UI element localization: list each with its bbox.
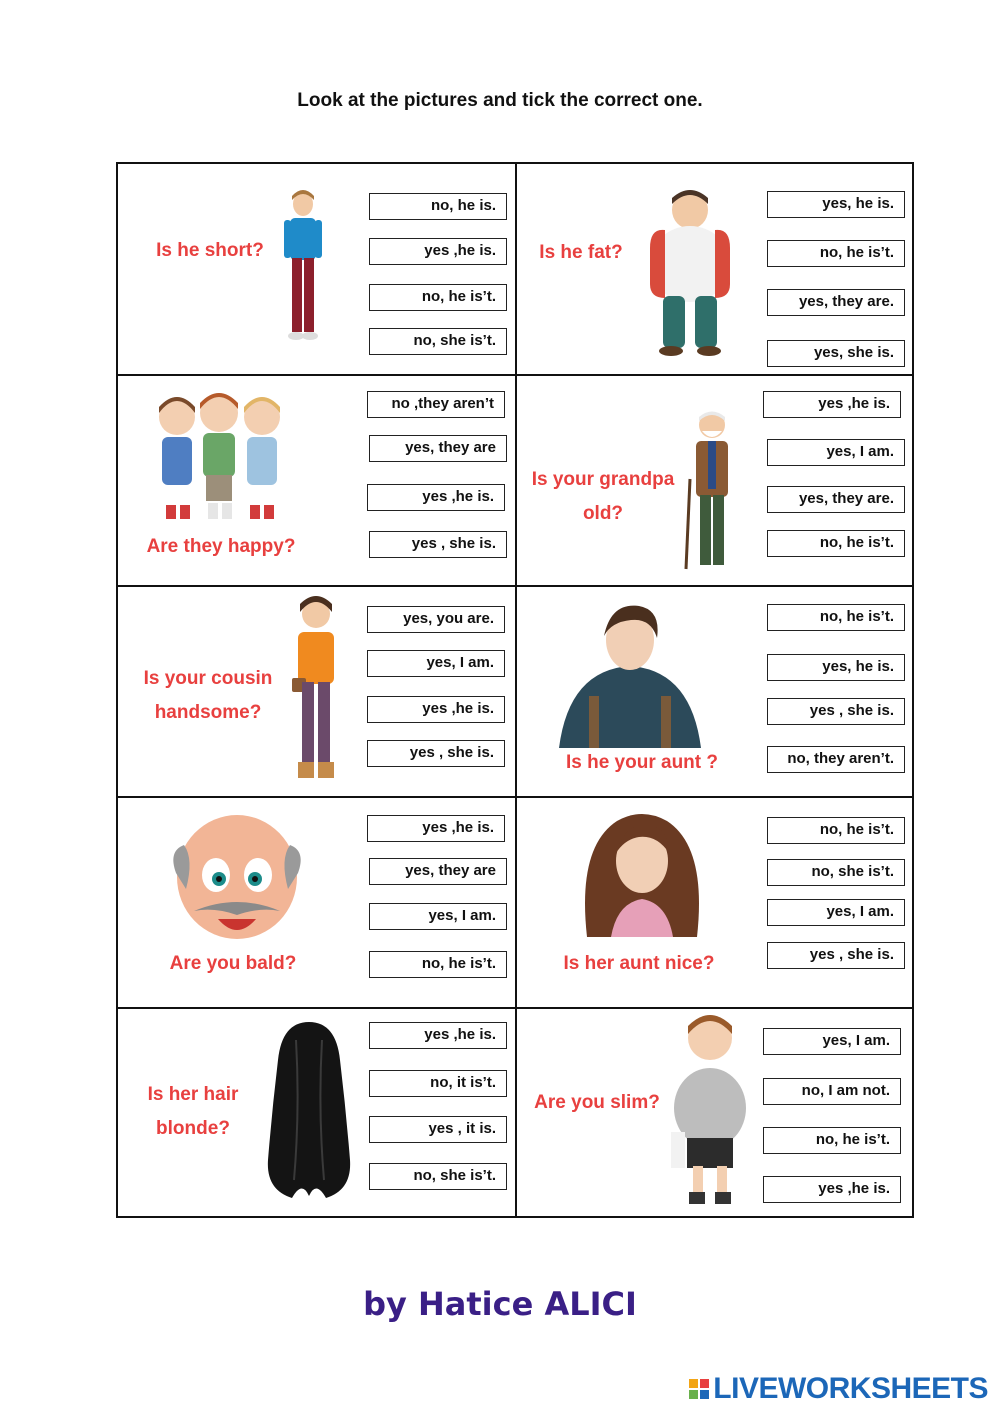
question-text: Are you bald? — [169, 953, 297, 974]
answer-option[interactable]: yes, I am. — [367, 650, 505, 677]
answer-option[interactable]: yes, I am. — [767, 439, 905, 466]
answer-option[interactable]: yes ,he is. — [367, 484, 505, 511]
answer-option[interactable]: yes , she is. — [367, 740, 505, 767]
answer-option[interactable]: yes , it is. — [369, 1116, 507, 1143]
card-6 — [517, 586, 914, 797]
liveworksheets-icon — [689, 1379, 709, 1399]
answer-option[interactable]: no, he is’t. — [369, 951, 507, 978]
card-2 — [517, 164, 914, 375]
answer-option[interactable]: no, he is’t. — [767, 817, 905, 844]
answer-option[interactable]: yes ,he is. — [763, 1176, 901, 1203]
fat-man-figure — [635, 188, 745, 358]
card-9 — [118, 1008, 515, 1219]
question-text: Is your grandpa old? — [531, 469, 675, 524]
worksheet-grid — [116, 162, 914, 1218]
question-text: Is your cousin handsome? — [143, 668, 273, 723]
answer-option[interactable]: no, she is’t. — [767, 859, 905, 886]
answer-option[interactable]: no, he is’t. — [767, 240, 905, 267]
brand-name: LIVEWORKSHEETS — [713, 1372, 988, 1405]
woman-portrait — [577, 807, 707, 937]
answer-option[interactable]: yes ,he is. — [367, 815, 505, 842]
answer-option[interactable]: no, he is’t. — [369, 284, 507, 311]
answer-option[interactable]: yes , she is. — [369, 531, 507, 558]
answer-option[interactable]: yes, they are. — [767, 289, 905, 316]
answer-option[interactable]: no, they aren’t. — [767, 746, 905, 773]
answer-option[interactable]: yes ,he is. — [369, 238, 507, 265]
chubby-boy-figure — [669, 1012, 751, 1208]
young-man-hoodie-figure — [559, 600, 701, 748]
answer-option[interactable]: no, it is’t. — [369, 1070, 507, 1097]
cousin-figure — [286, 596, 346, 786]
answer-option[interactable]: yes , she is. — [767, 698, 905, 725]
question-text: Are you slim? — [534, 1092, 660, 1113]
question-text: Is her hair blonde? — [147, 1084, 239, 1139]
answer-option[interactable]: yes, he is. — [767, 191, 905, 218]
answer-option[interactable]: yes ,he is. — [367, 696, 505, 723]
question-text: Is he short? — [156, 240, 264, 261]
question-text: Is he your aunt ? — [565, 752, 719, 773]
question-text: Is her aunt nice? — [563, 953, 715, 974]
card-8 — [517, 797, 914, 1008]
card-1 — [118, 164, 515, 375]
question-text: Is he fat? — [539, 242, 623, 263]
card-3 — [118, 375, 515, 586]
card-7 — [118, 797, 515, 1008]
question-text: Are they happy? — [146, 536, 296, 557]
card-10 — [517, 1008, 914, 1219]
answer-option[interactable]: yes, I am. — [763, 1028, 901, 1055]
answer-option[interactable]: no, he is’t. — [767, 604, 905, 631]
answer-option[interactable]: yes, she is. — [767, 340, 905, 367]
answer-option[interactable]: no, he is. — [369, 193, 507, 220]
grandpa-figure — [682, 409, 744, 577]
liveworksheets-logo[interactable] — [689, 1372, 988, 1406]
answer-option[interactable]: yes, they are — [369, 435, 507, 462]
answer-option[interactable]: no, she is’t. — [369, 328, 507, 355]
answer-option[interactable]: no, he is’t. — [767, 530, 905, 557]
card-5 — [118, 586, 515, 797]
answer-option[interactable]: yes, I am. — [767, 899, 905, 926]
answer-option[interactable]: yes, he is. — [767, 654, 905, 681]
bald-man-face — [164, 811, 310, 947]
instruction-heading: Look at the pictures and tick the correct one. — [297, 90, 703, 111]
answer-option[interactable]: no ,they aren’t — [367, 391, 505, 418]
answer-option[interactable]: yes , she is. — [767, 942, 905, 969]
tall-boy-figure — [278, 188, 328, 348]
author-credit: by Hatice ALICI — [363, 1285, 637, 1323]
answer-option[interactable]: yes, you are. — [367, 606, 505, 633]
answer-option[interactable]: yes, they are — [369, 858, 507, 885]
answer-option[interactable]: no, I am not. — [763, 1078, 901, 1105]
card-4 — [517, 375, 914, 586]
answer-option[interactable]: yes, they are. — [767, 486, 905, 513]
three-children-figure — [152, 385, 287, 525]
answer-option[interactable]: no, she is’t. — [369, 1163, 507, 1190]
answer-option[interactable]: yes ,he is. — [763, 391, 901, 418]
answer-option[interactable]: yes, I am. — [369, 903, 507, 930]
answer-option[interactable]: no, he is’t. — [763, 1127, 901, 1154]
black-hair — [266, 1020, 352, 1200]
answer-option[interactable]: yes ,he is. — [369, 1022, 507, 1049]
